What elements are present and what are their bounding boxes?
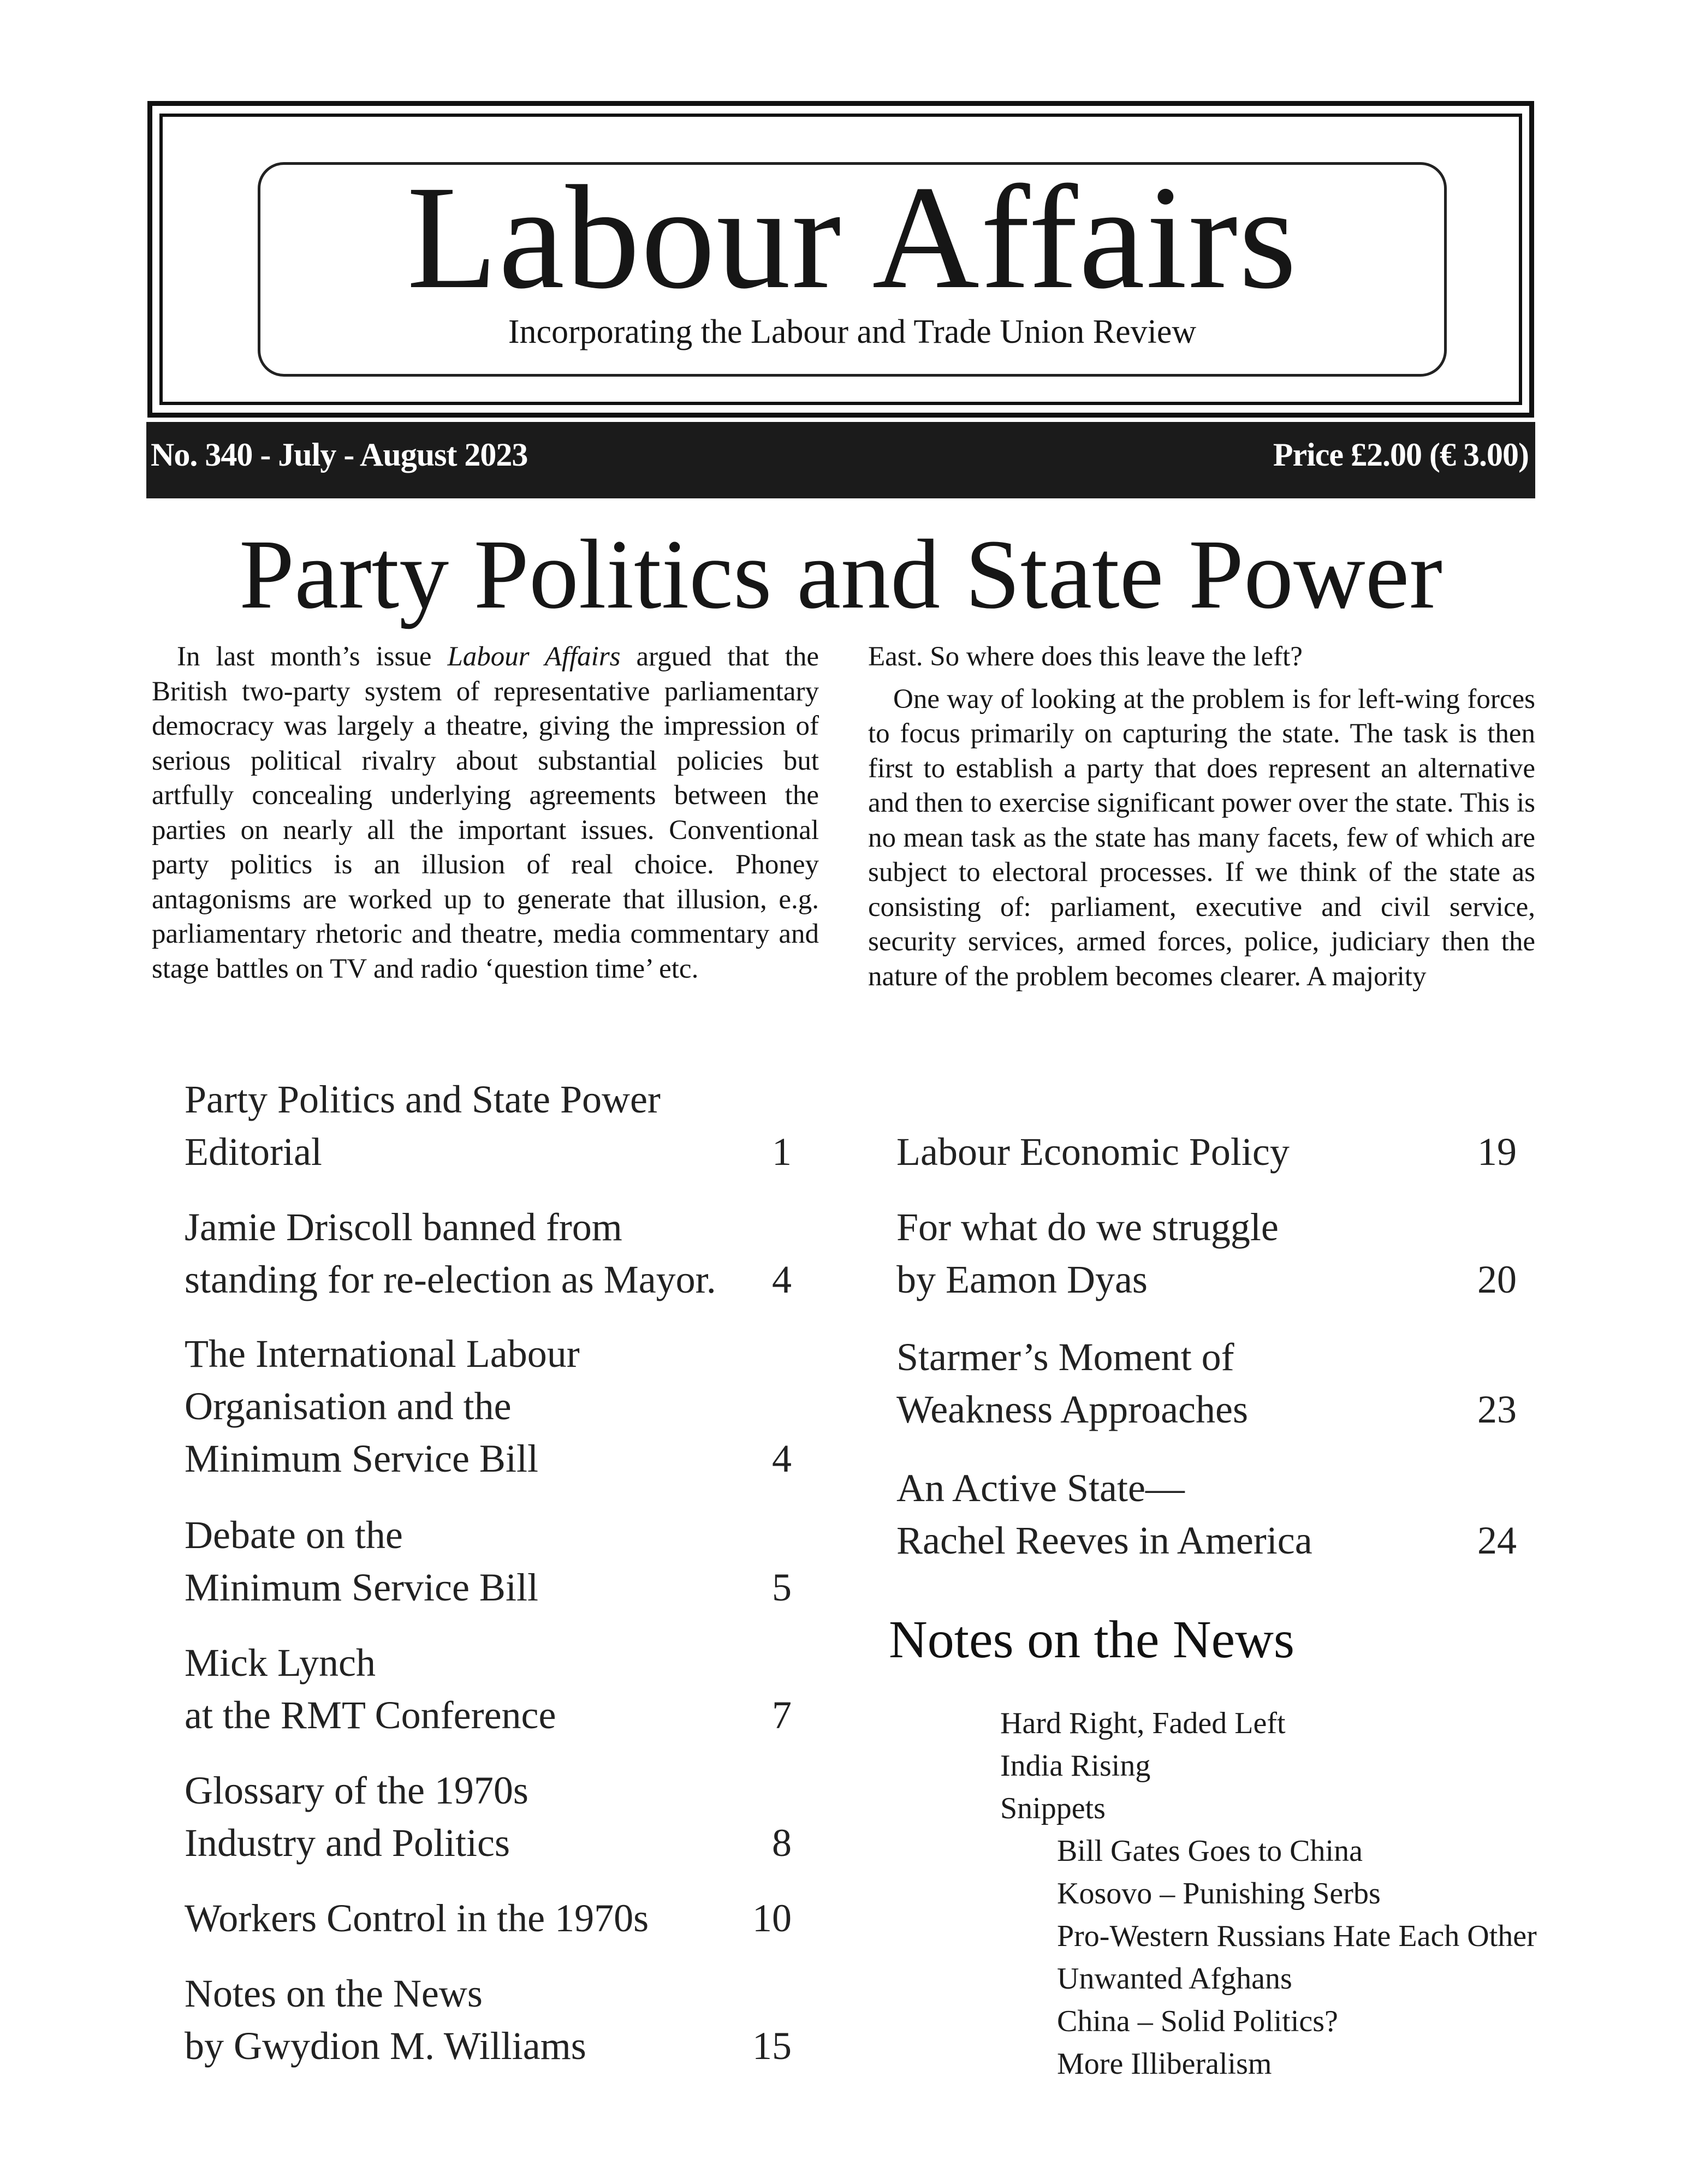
notes-item: India Rising [1000, 1749, 1151, 1783]
toc-item[interactable] [185, 1509, 538, 1614]
snippet-item: Kosovo – Punishing Serbs [1057, 1877, 1381, 1911]
toc-item-title: An Active State— [896, 1466, 1185, 1510]
toc-item-title: Minimum Service Bill [185, 1566, 538, 1609]
publication-name: Labour Affairs [447, 641, 621, 672]
toc-page-number: 1 [772, 1130, 792, 1174]
notes-heading: Notes on the News [889, 1610, 1295, 1669]
snippet-item: Pro-Western Russians Hate Each Other [1057, 1919, 1537, 1953]
toc-item-title: Workers Control in the 1970s [185, 1896, 649, 1940]
toc-item[interactable] [185, 1201, 716, 1306]
snippet-item: Unwanted Afghans [1057, 1962, 1292, 1996]
toc-page-number: 15 [752, 2024, 792, 2068]
toc-item[interactable] [896, 1201, 1279, 1306]
toc-item[interactable] [185, 1764, 528, 1869]
toc-page-number: 4 [772, 1437, 792, 1480]
toc-item-title: Labour Economic Policy [896, 1130, 1290, 1174]
toc-item[interactable] [185, 1328, 580, 1485]
toc-item[interactable] [896, 1126, 1290, 1178]
masthead-title: Labour Affairs [407, 155, 1298, 319]
article-paragraph [152, 640, 819, 986]
toc-item-title: Debate on the [185, 1513, 403, 1557]
toc-item-title: by Eamon Dyas [896, 1258, 1148, 1301]
toc-item-title: Starmer’s Moment of [896, 1335, 1234, 1379]
toc-page-number: 8 [772, 1821, 792, 1865]
article-column-left [152, 640, 819, 986]
toc-item-title: Glossary of the 1970s [185, 1769, 528, 1812]
toc-page-number: 7 [772, 1693, 792, 1737]
toc-item-title: Organisation and the [185, 1384, 512, 1428]
toc-item-title: Rachel Reeves in America [896, 1519, 1312, 1562]
toc-item-title: Notes on the News [185, 1972, 483, 2015]
notes-list [1000, 1702, 1286, 1830]
toc-item-title: standing for re-election as Mayor. [185, 1258, 716, 1301]
toc-item[interactable] [185, 1967, 586, 2072]
article-continuation: East. So where does this leave the left? [868, 641, 1303, 672]
article-paragraph: One way of looking at the problem is for left-wing forces to focus primarily on capturing the state. The task is then first to establish a party that does represent an alternative and then to exercise significant power over the state. This is no mean task as the state has many facets, few of which are subject to electoral processes. If we think of the state as consisting of: parliament, executive and civil service, security services, armed forces, police, judiciary then the nature of the problem becomes clearer. A majority [868, 683, 1535, 992]
snippets-list [1057, 1830, 1537, 2085]
snippet-item: More Illiberalism [1057, 2047, 1272, 2081]
toc-item-title: Party Politics and State Power [185, 1078, 661, 1121]
article-column-right [868, 640, 1535, 1033]
toc-item-title: at the RMT Conference [185, 1693, 556, 1737]
toc-item[interactable] [185, 1892, 649, 1944]
notes-item: Snippets [1000, 1792, 1106, 1825]
toc-page-number: 5 [772, 1566, 792, 1609]
toc-item-title: Mick Lynch [185, 1641, 376, 1685]
toc-item-title: For what do we struggle [896, 1205, 1279, 1249]
snippet-item: Bill Gates Goes to China [1057, 1834, 1363, 1868]
toc-page-number: 20 [1477, 1258, 1517, 1301]
toc-item-title: Editorial [185, 1130, 322, 1174]
toc-item[interactable] [185, 1073, 661, 1178]
snippet-item: China – Solid Politics? [1057, 2004, 1338, 2038]
toc-page-number: 24 [1477, 1519, 1517, 1562]
article-body: argued that the British two-party system of representative parliamentary democracy was largely a theatre, giving the impression of serious political rivalry about substantial policies but artfully concealing underlying agreements between the parties on nearly all the important issues. Conventional party politics is an illusion of real choice. Phoney antagonisms are worked up to generate that illusion, e.g. parliamentary rhetoric and theatre, media commentary and stage battles on TV and radio ‘question time’ etc. [152, 641, 819, 984]
toc-page-number: 10 [752, 1896, 792, 1940]
toc-item-title: Industry and Politics [185, 1821, 510, 1865]
toc-item-title: Weakness Approaches [896, 1388, 1248, 1431]
toc-item-title: Jamie Driscoll banned from [185, 1205, 622, 1249]
toc-item-title: The International Labour [185, 1332, 580, 1376]
notes-item: Hard Right, Faded Left [1000, 1706, 1286, 1740]
article-intro: In last month’s issue [177, 641, 448, 672]
toc-page-number: 19 [1477, 1130, 1517, 1174]
issue-number: No. 340 - July - August 2023 [151, 437, 528, 473]
toc-page-number: 4 [772, 1258, 792, 1301]
toc-item[interactable] [896, 1462, 1312, 1567]
toc-item[interactable] [896, 1331, 1248, 1436]
page-headline: Party Politics and State Power [239, 520, 1442, 629]
toc-item-title: Minimum Service Bill [185, 1437, 538, 1480]
toc-page-number: 23 [1477, 1388, 1517, 1431]
toc-item-title: by Gwydion M. Williams [185, 2024, 586, 2068]
issue-price: Price £2.00 (€ 3.00) [1273, 437, 1529, 473]
toc-item[interactable] [185, 1636, 556, 1741]
masthead-subtitle: Incorporating the Labour and Trade Union Review [508, 313, 1197, 350]
